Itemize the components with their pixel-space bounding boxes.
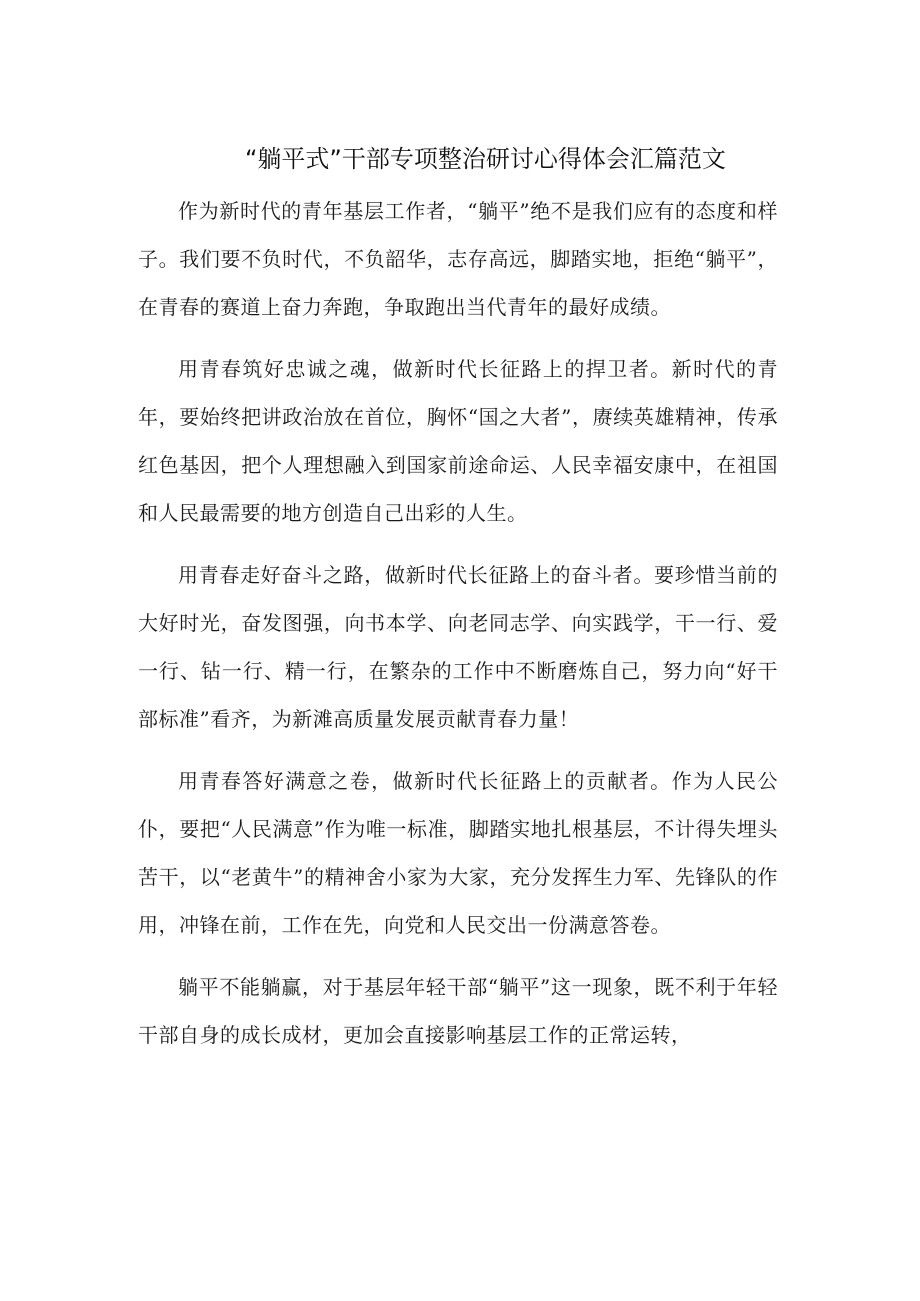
document-title: “躺平式”干部专项整治研讨心得体会汇篇范文 (245, 145, 726, 173)
paragraph: 作为新时代的青年基层工作者，“躺平”绝不是我们应有的态度和样子。我们要不负时代，不负韶华，志存高远，脚踏实地，拒绝“躺平”，在青春的赛道上奋力奔跑，争取跑出当代青年的最好成绩。 (138, 199, 778, 319)
paragraph: 躺平不能躺赢，对于基层年轻干部“躺平”这一现象，既不利于年轻干部自身的成长成材，更加会直接影响基层工作的正常运转， (138, 975, 778, 1047)
paragraph: 用青春答好满意之卷，做新时代长征路上的贡献者。作为人民公仆，要把“人民满意”作为唯一标准，脚踏实地扎根基层，不计得失埋头苦干，以“老黄牛”的精神舍小家为大家，充分发挥生力军、先锋队的作用，冲锋在前，工作在先，向党和人民交出一份满意答卷。 (138, 769, 778, 937)
document-body (138, 187, 778, 1073)
paragraph: 用青春筑好忠诚之魂，做新时代长征路上的捍卫者。新时代的青年，要始终把讲政治放在首位，胸怀“国之大者”，赓续英雄精神，传承红色基因，把个人理想融入到国家前途命运、人民幸福安康中，在祖国和人民最需要的地方创造自己出彩的人生。 (138, 357, 778, 525)
paragraph: 用青春走好奋斗之路，做新时代长征路上的奋斗者。要珍惜当前的大好时光，奋发图强，向书本学、向老同志学、向实践学，干一行、爱一行、钻一行、精一行，在繁杂的工作中不断磨炼自己，努力向“好干部标准”看齐，为新滩高质量发展贡献青春力量！ (138, 563, 778, 731)
